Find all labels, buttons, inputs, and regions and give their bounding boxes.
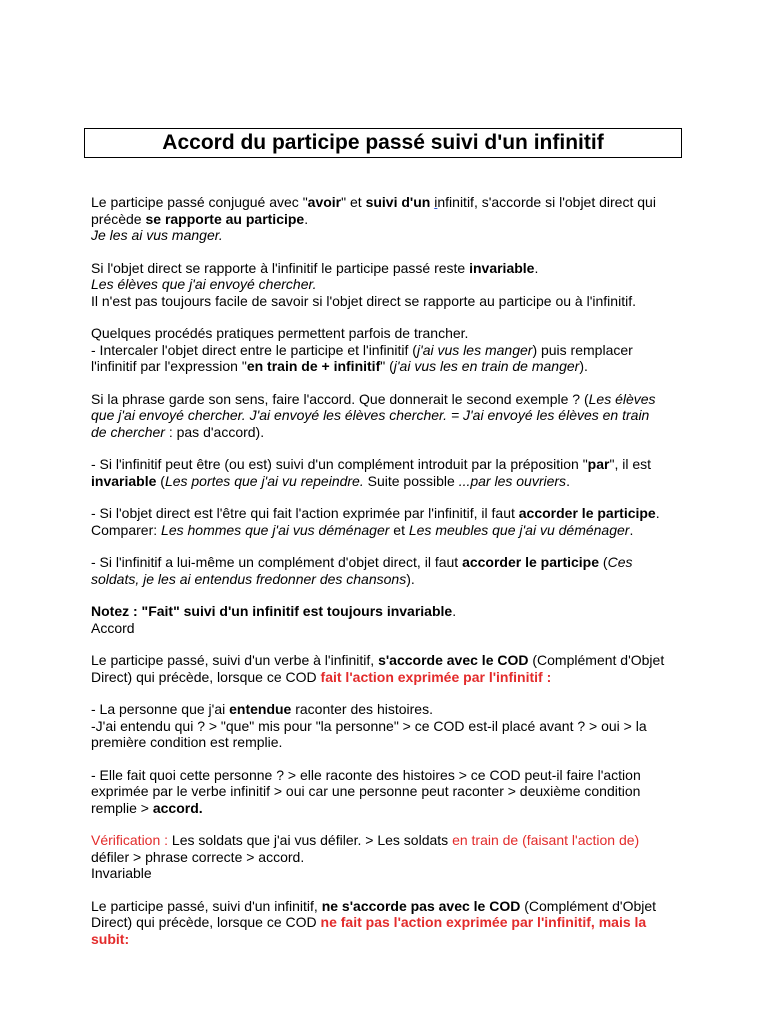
bold-run: invariable bbox=[91, 472, 157, 489]
document-body bbox=[91, 194, 691, 963]
text-run: ) puis remplacer bbox=[532, 341, 633, 358]
paragraph-verification bbox=[91, 832, 691, 882]
text-run: . bbox=[304, 210, 309, 227]
text-run: . bbox=[655, 505, 660, 521]
red-bold-run: fait l'action exprimée par l'infinitif : bbox=[320, 668, 552, 685]
text-run: Comparer: bbox=[91, 521, 162, 538]
example-italic: Les hommes que j'ai vus déménager bbox=[161, 521, 390, 538]
text-run: remplie > bbox=[91, 799, 153, 816]
bold-run: s'accorde avec le COD bbox=[378, 652, 529, 668]
bold-run: par bbox=[587, 456, 610, 472]
bold-run: ne s'accorde pas avec le COD bbox=[321, 897, 521, 914]
text-run: (Complément d'Objet bbox=[528, 652, 665, 668]
text-run: Quelques procédés pratiques permettent parfois de trancher. bbox=[91, 325, 469, 341]
paragraph-accord-cod bbox=[91, 652, 691, 685]
example-italic: ...par les ouvriers bbox=[458, 472, 567, 489]
example-italic: j'ai vus les en train de manger bbox=[393, 358, 580, 374]
example-italic: Les élèves que j'ai envoyé chercher. bbox=[91, 276, 317, 292]
text-run: Le participe passé, suivi d'un infinitif, bbox=[91, 897, 322, 914]
underlined-char: i bbox=[434, 194, 438, 210]
text-run: " ( bbox=[380, 358, 394, 374]
bold-run: accorder le participe bbox=[462, 554, 600, 570]
example-italic: Je les ai vus manger. bbox=[91, 227, 223, 243]
paragraph-procedes bbox=[91, 325, 691, 375]
paragraph-par bbox=[91, 456, 691, 489]
text-run: Suite possible bbox=[363, 472, 459, 489]
bold-run: se rapporte au participe bbox=[145, 210, 305, 227]
text-run: : pas d'accord). bbox=[164, 423, 265, 440]
example-italic: que j'ai envoyé chercher. J'ai envoyé les élèves chercher. = J'ai envoyé les élèves en train bbox=[91, 407, 650, 423]
text-run: - Si l'infinitif a lui-même un complément d'objet direct, il faut bbox=[91, 554, 463, 570]
text-run: ( bbox=[599, 554, 608, 570]
text-run: et bbox=[389, 521, 409, 538]
text-run: ", il est bbox=[609, 456, 652, 472]
text-run: première condition est remplie. bbox=[91, 734, 283, 750]
text-run: . bbox=[566, 472, 570, 489]
text-run: ). bbox=[579, 358, 588, 374]
text-run: -J'ai entendu qui ? > "que" mis pour "la personne" > ce COD est-il placé avant ? > oui > la bbox=[91, 717, 647, 734]
bold-run: entendue bbox=[229, 701, 292, 717]
text-run: nfinitif, s'accorde si l'objet direct qui bbox=[437, 194, 656, 210]
paragraph-exemple-personne bbox=[91, 701, 691, 751]
paragraph-etre-action bbox=[91, 505, 691, 538]
text-run: . bbox=[452, 603, 457, 619]
example-italic: Les portes que j'ai vu repeindre. bbox=[164, 472, 364, 489]
text-run: ( bbox=[156, 472, 165, 489]
text-run: - Elle fait quoi cette personne ? > elle raconte des histoires > ce COD peut-il faire l'action bbox=[91, 766, 641, 783]
paragraph-notez bbox=[91, 603, 691, 636]
example-italic: j'ai vus les manger bbox=[416, 341, 533, 358]
bold-run: invariable bbox=[469, 259, 535, 276]
text-run: Si l'objet direct se rapporte à l'infinitif le participe passé reste bbox=[91, 259, 470, 276]
paragraph-ne-s-accorde-pas bbox=[91, 898, 691, 948]
red-bold-run: ne fait pas l'action exprimée par l'infinitif, mais la bbox=[320, 914, 647, 930]
text-run: défiler > phrase correcte > accord. bbox=[91, 848, 305, 865]
example-italic: Les élèves bbox=[588, 390, 656, 407]
text-run: - La personne que j'ai bbox=[91, 701, 230, 717]
text-run: précède bbox=[91, 210, 146, 227]
bold-run: suivi d'un bbox=[365, 194, 431, 210]
example-italic: de chercher bbox=[91, 423, 165, 440]
red-run: Vérification : bbox=[91, 832, 169, 848]
bold-run: accorder le participe bbox=[518, 505, 656, 521]
bold-run: avoir bbox=[307, 194, 342, 210]
paragraph-second-exemple bbox=[91, 391, 691, 441]
paragraph-complement bbox=[91, 554, 691, 587]
red-bold-run: subit: bbox=[91, 930, 130, 947]
text-run: ). bbox=[406, 570, 415, 587]
section-label-accord: Accord bbox=[91, 619, 135, 636]
example-italic: Ces bbox=[607, 554, 633, 570]
title-box bbox=[84, 128, 682, 158]
example-italic: soldats, je les ai entendus fredonner des chansons bbox=[91, 570, 407, 587]
page-title: Accord du participe passé suivi d'un infinitif bbox=[162, 131, 604, 154]
text-run: l'infinitif par l'expression " bbox=[91, 358, 247, 374]
red-run: en train de (faisant l'action de) bbox=[452, 832, 640, 848]
text-run: Direct) qui précède, lorsque ce COD bbox=[91, 914, 321, 930]
text-run: . bbox=[629, 521, 634, 538]
text-run: Les soldats que j'ai vus défiler. > Les soldats bbox=[168, 832, 453, 848]
text-run: Direct) qui précède, lorsque ce COD bbox=[91, 668, 321, 685]
paragraph-rule-avoir bbox=[91, 194, 691, 244]
text-run: raconter des histoires. bbox=[291, 701, 433, 717]
paragraph-elle-fait-quoi bbox=[91, 767, 691, 817]
text-run: . bbox=[534, 259, 539, 276]
text-run: (Complément d'Objet bbox=[520, 897, 657, 914]
text-run: exprimée par le verbe infinitif > oui car une personne peut raconter > deuxième condition bbox=[91, 783, 641, 799]
example-italic: Les meubles que j'ai vu déménager bbox=[408, 521, 630, 538]
paragraph-invariable bbox=[91, 260, 691, 310]
text-run: " et bbox=[341, 194, 366, 210]
bold-run: en train de + infinitif bbox=[246, 358, 381, 374]
text-run: - Intercaler l'objet direct entre le participe et l'infinitif ( bbox=[91, 341, 417, 358]
text-run: Il n'est pas toujours facile de savoir si l'objet direct se rapporte au participe ou à l'infinitif. bbox=[91, 292, 636, 309]
text-run: Le participe passé conjugué avec " bbox=[91, 194, 308, 210]
bold-run: Notez : "Fait" suivi d'un infinitif est toujours invariable bbox=[91, 603, 453, 619]
section-label-invariable: Invariable bbox=[91, 865, 152, 881]
text-run: - Si l'objet direct est l'être qui fait l'action exprimée par l'infinitif, il faut bbox=[91, 505, 519, 521]
text-run: Le participe passé, suivi d'un verbe à l'infinitif, bbox=[91, 652, 379, 668]
text-run: - Si l'infinitif peut être (ou est) suivi d'un complément introduit par la préposition " bbox=[91, 456, 588, 472]
text-run: Si la phrase garde son sens, faire l'accord. Que donnerait le second exemple ? ( bbox=[91, 390, 589, 407]
bold-run: accord. bbox=[152, 799, 203, 816]
